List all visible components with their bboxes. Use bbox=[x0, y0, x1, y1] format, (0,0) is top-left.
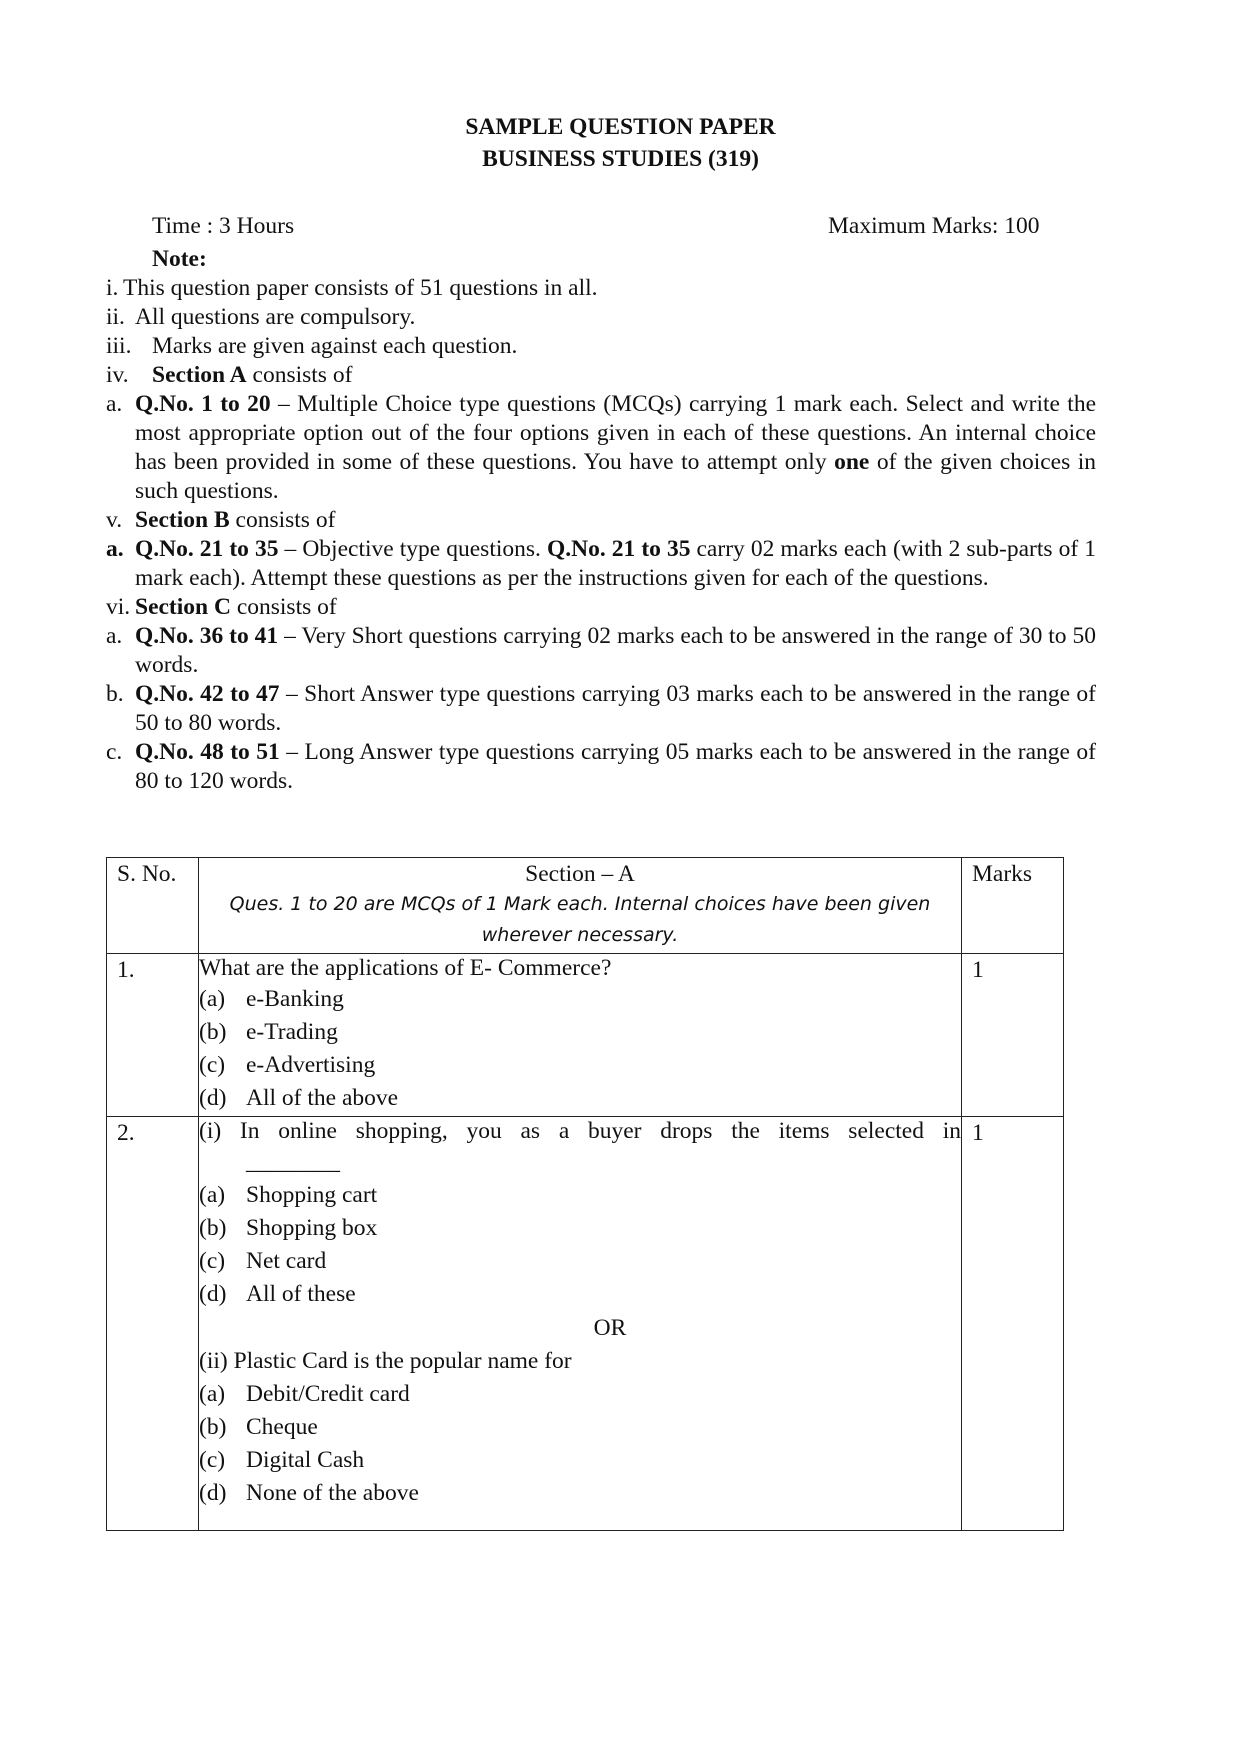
note-bold: Section B bbox=[135, 507, 230, 533]
question-text: (ii) Plastic Card is the popular name for bbox=[199, 1348, 572, 1374]
paper-title: SAMPLE QUESTION PAPER bbox=[465, 114, 776, 140]
header-sno: S. No. bbox=[107, 858, 199, 954]
option-text: Shopping cart bbox=[246, 1182, 378, 1208]
note-item-vi bbox=[106, 593, 1096, 622]
note-text: – Short Answer type questions carrying 03 marks each to be answered in the range of 50 to 80 words. bbox=[135, 681, 1097, 736]
questions-table bbox=[106, 857, 1064, 1531]
note-text: consists of bbox=[246, 362, 353, 388]
section-instructions: Ques. 1 to 20 are MCQs of 1 Mark each. Internal choices have been given wherever necessary. bbox=[229, 893, 931, 946]
note-marker: iii. bbox=[106, 333, 132, 359]
note-text: consists of bbox=[230, 594, 337, 620]
option-label: (c) bbox=[199, 1052, 226, 1078]
note-item-v-a bbox=[106, 535, 1096, 593]
note-marker: a. bbox=[106, 391, 123, 417]
note-marker: c. bbox=[106, 739, 123, 765]
note-bold: Q.No. 48 to 51 bbox=[135, 739, 280, 765]
note-marker: a. bbox=[106, 623, 123, 649]
max-marks-label: Maximum Marks: 100 bbox=[828, 213, 1040, 239]
note-text: – Multiple Choice type questions (MCQs) carrying 1 mark each. Select and write the most appropriate option out of the four options given in each of these questions. An internal choice has been provided in some of these questions. You have to attempt only bbox=[135, 391, 1097, 475]
question-marks: 1 bbox=[962, 1117, 1064, 1531]
option-text: Debit/Credit card bbox=[246, 1381, 410, 1407]
question-text: What are the applications of E- Commerce? bbox=[199, 955, 612, 981]
note-marker: b. bbox=[106, 681, 124, 707]
option-item bbox=[199, 1477, 961, 1510]
option-label: (d) bbox=[199, 1085, 227, 1111]
note-marker: v. bbox=[106, 507, 123, 533]
header-marks: Marks bbox=[962, 858, 1064, 954]
note-text: Marks are given against each question. bbox=[152, 333, 518, 359]
option-text: e-Trading bbox=[246, 1019, 338, 1045]
option-label: (d) bbox=[199, 1480, 227, 1506]
option-item bbox=[199, 1016, 961, 1049]
question-text: (i) In online shopping, you as a buyer drops the items selected in bbox=[199, 1118, 961, 1144]
option-item bbox=[199, 1179, 961, 1212]
option-label: (a) bbox=[199, 986, 226, 1012]
option-item bbox=[199, 1049, 961, 1082]
section-title: Section – A bbox=[525, 861, 635, 887]
table-row bbox=[107, 954, 1064, 1117]
note-bold: Section C bbox=[135, 594, 231, 620]
header-section-cell bbox=[199, 858, 962, 954]
note-text: All questions are compulsory. bbox=[135, 304, 416, 330]
question-cell bbox=[199, 954, 962, 1117]
note-label: Note: bbox=[152, 246, 207, 272]
table-header-row bbox=[107, 858, 1064, 954]
note-text: – Long Answer type questions carrying 05 marks each to be answered in the range of 80 to 120 words. bbox=[135, 739, 1096, 794]
note-marker: i. bbox=[106, 275, 119, 301]
question-number: 1. bbox=[107, 954, 199, 1117]
note-text: – Objective type questions. bbox=[278, 536, 547, 562]
instructions-list bbox=[106, 274, 1096, 796]
option-label: (d) bbox=[199, 1281, 227, 1307]
note-text: This question paper consists of 51 questions in all. bbox=[123, 275, 598, 301]
note-bold: Section A bbox=[152, 362, 247, 388]
note-bold: Q.No. 42 to 47 bbox=[135, 681, 280, 707]
option-label: (c) bbox=[199, 1447, 226, 1473]
question-cell bbox=[199, 1117, 962, 1531]
note-item-vi-c bbox=[106, 738, 1096, 796]
question-marks: 1 bbox=[962, 954, 1064, 1117]
option-item bbox=[199, 1082, 961, 1116]
table-row bbox=[107, 1117, 1064, 1531]
note-item-i bbox=[106, 274, 1096, 303]
option-item bbox=[199, 1378, 961, 1411]
option-item bbox=[199, 1278, 961, 1311]
note-marker: a. bbox=[106, 536, 124, 562]
note-text: carry 02 marks each (with 2 sub-parts of 1 mark each). Attempt these questions as per the instructions given for each of the questions. bbox=[135, 536, 1096, 591]
note-item-v bbox=[106, 506, 1096, 535]
option-item bbox=[199, 983, 961, 1016]
note-marker: vi. bbox=[106, 594, 131, 620]
option-text: None of the above bbox=[246, 1480, 419, 1506]
note-bold: Q.No. 21 to 35 bbox=[135, 536, 279, 562]
paper-subtitle: BUSINESS STUDIES (319) bbox=[482, 146, 759, 172]
note-marker: iv. bbox=[106, 362, 129, 388]
option-text: Shopping box bbox=[246, 1215, 378, 1241]
option-text: e-Banking bbox=[246, 986, 344, 1012]
note-item-vi-b bbox=[106, 680, 1096, 738]
option-label: (a) bbox=[199, 1182, 226, 1208]
option-text: e-Advertising bbox=[246, 1052, 376, 1078]
note-bold: one bbox=[834, 449, 870, 475]
question-number: 2. bbox=[107, 1117, 199, 1531]
time-label: Time : 3 Hours bbox=[152, 213, 295, 239]
option-text: Digital Cash bbox=[246, 1447, 365, 1473]
option-label: (c) bbox=[199, 1248, 226, 1274]
option-text: All of the above bbox=[246, 1085, 399, 1111]
option-label: (a) bbox=[199, 1381, 226, 1407]
option-item bbox=[199, 1212, 961, 1245]
answer-blank: ________ bbox=[246, 1149, 340, 1175]
note-text: consists of bbox=[229, 507, 336, 533]
note-text: – Very Short questions carrying 02 marks each to be answered in the range of 30 to 50 words. bbox=[135, 623, 1096, 678]
option-text: Cheque bbox=[246, 1414, 318, 1440]
note-item-iii bbox=[106, 332, 1096, 361]
option-item bbox=[199, 1444, 961, 1477]
note-item-vi-a bbox=[106, 622, 1096, 680]
note-marker: ii. bbox=[106, 304, 125, 330]
option-label: (b) bbox=[199, 1019, 227, 1045]
option-text: Net card bbox=[246, 1248, 327, 1274]
note-bold: Q.No. 1 to 20 bbox=[135, 391, 271, 417]
note-bold: Q.No. 21 to 35 bbox=[546, 536, 691, 562]
or-separator: OR bbox=[593, 1315, 627, 1341]
note-item-iv-a bbox=[106, 390, 1096, 506]
option-item bbox=[199, 1245, 961, 1278]
option-label: (b) bbox=[199, 1215, 227, 1241]
option-label: (b) bbox=[199, 1414, 227, 1440]
option-text: All of these bbox=[246, 1281, 356, 1307]
note-item-iv bbox=[106, 361, 1096, 390]
note-item-ii bbox=[106, 303, 1096, 332]
note-text: of the given choices in such questions. bbox=[135, 449, 1096, 504]
option-item bbox=[199, 1411, 961, 1444]
note-bold: Q.No. 36 to 41 bbox=[135, 623, 279, 649]
